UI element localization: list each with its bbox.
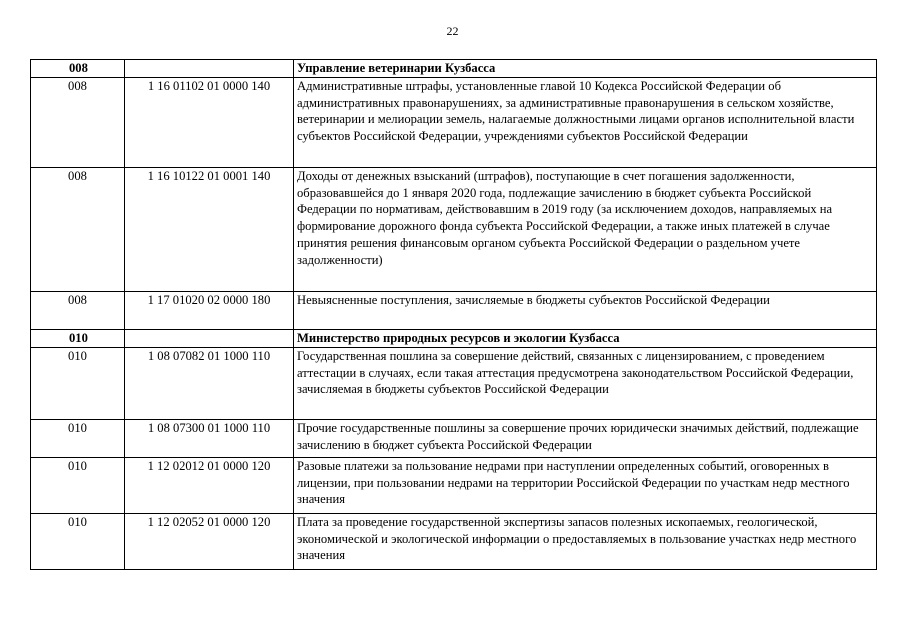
admin-code-cell: 008	[31, 60, 125, 78]
kbk-code-cell	[125, 60, 294, 78]
table-row	[31, 168, 877, 292]
revenue-name-cell: Государственная пошлина за совершение действий, связанных с лицензированием, с проведением аттестации в случаях, если такая аттестация предусмотрена законодательством Российской Федерации, зачисляемая в бюджеты субъектов Российской Федерации	[294, 348, 877, 420]
table-row	[31, 292, 877, 330]
revenue-name-cell: Разовые платежи за пользование недрами при наступлении определенных событий, оговоренных в лицензии, при пользовании недрами на территории Российской Федерации по участкам недр местного значения	[294, 458, 877, 514]
admin-code-cell: 010	[31, 514, 125, 570]
revenue-name-cell: Плата за проведение государственной экспертизы запасов полезных ископаемых, геологической, экономической и экологической информации о предоставляемых в пользование участках недр местного значения	[294, 514, 877, 570]
kbk-code-cell	[125, 330, 294, 348]
admin-code-cell: 010	[31, 330, 125, 348]
revenue-name-cell: Доходы от денежных взысканий (штрафов), поступающие в счет погашения задолженности, образовавшейся до 1 января 2020 года, подлежащие зачислению в бюджет субъекта Российской Федерации по нормативам, действовавшим в 2019 году (за исключением доходов, направляемых на формирование дорожного фонда субъекта Российской Федерации, а также иных платежей в случае принятия решения финансовым органом субъекта Российской Федерации о раздельном учете задолженности)	[294, 168, 877, 292]
kbk-code-cell: 1 08 07300 01 1000 110	[125, 420, 294, 458]
kbk-code-cell: 1 12 02052 01 0000 120	[125, 514, 294, 570]
section-title-cell: Министерство природных ресурсов и экологии Кузбасса	[294, 330, 877, 348]
admin-code-cell: 008	[31, 292, 125, 330]
section-row-natural-resources	[31, 330, 877, 348]
kbk-code-cell: 1 16 10122 01 0001 140	[125, 168, 294, 292]
table-row	[31, 514, 877, 570]
table-row	[31, 348, 877, 420]
kbk-code-cell: 1 08 07082 01 1000 110	[125, 348, 294, 420]
kbk-code-cell: 1 17 01020 02 0000 180	[125, 292, 294, 330]
revenue-name-cell: Административные штрафы, установленные главой 10 Кодекса Российской Федерации об административных правонарушениях, за административные правонарушения в сельском хозяйстве, ветеринарии и мелиорации земель, налагаемые должностными лицами органов исполнительной власти субъектов Российской Федерации, учреждениями субъектов Российской Федерации	[294, 78, 877, 168]
kbk-code-cell: 1 16 01102 01 0000 140	[125, 78, 294, 168]
admin-code-cell: 008	[31, 78, 125, 168]
kbk-code-cell: 1 12 02012 01 0000 120	[125, 458, 294, 514]
section-row-veterinary	[31, 60, 877, 78]
page-number: 22	[446, 24, 459, 38]
revenue-codes-table	[30, 59, 877, 570]
table-row	[31, 78, 877, 168]
section-title-cell: Управление ветеринарии Кузбасса	[294, 60, 877, 78]
table-row	[31, 458, 877, 514]
table-row	[31, 420, 877, 458]
admin-code-cell: 010	[31, 458, 125, 514]
revenue-name-cell: Невыясненные поступления, зачисляемые в бюджеты субъектов Российской Федерации	[294, 292, 877, 330]
admin-code-cell: 010	[31, 348, 125, 420]
admin-code-cell: 008	[31, 168, 125, 292]
admin-code-cell: 010	[31, 420, 125, 458]
revenue-name-cell: Прочие государственные пошлины за совершение прочих юридически значимых действий, подлежащие зачислению в бюджет субъекта Российской Федерации	[294, 420, 877, 458]
